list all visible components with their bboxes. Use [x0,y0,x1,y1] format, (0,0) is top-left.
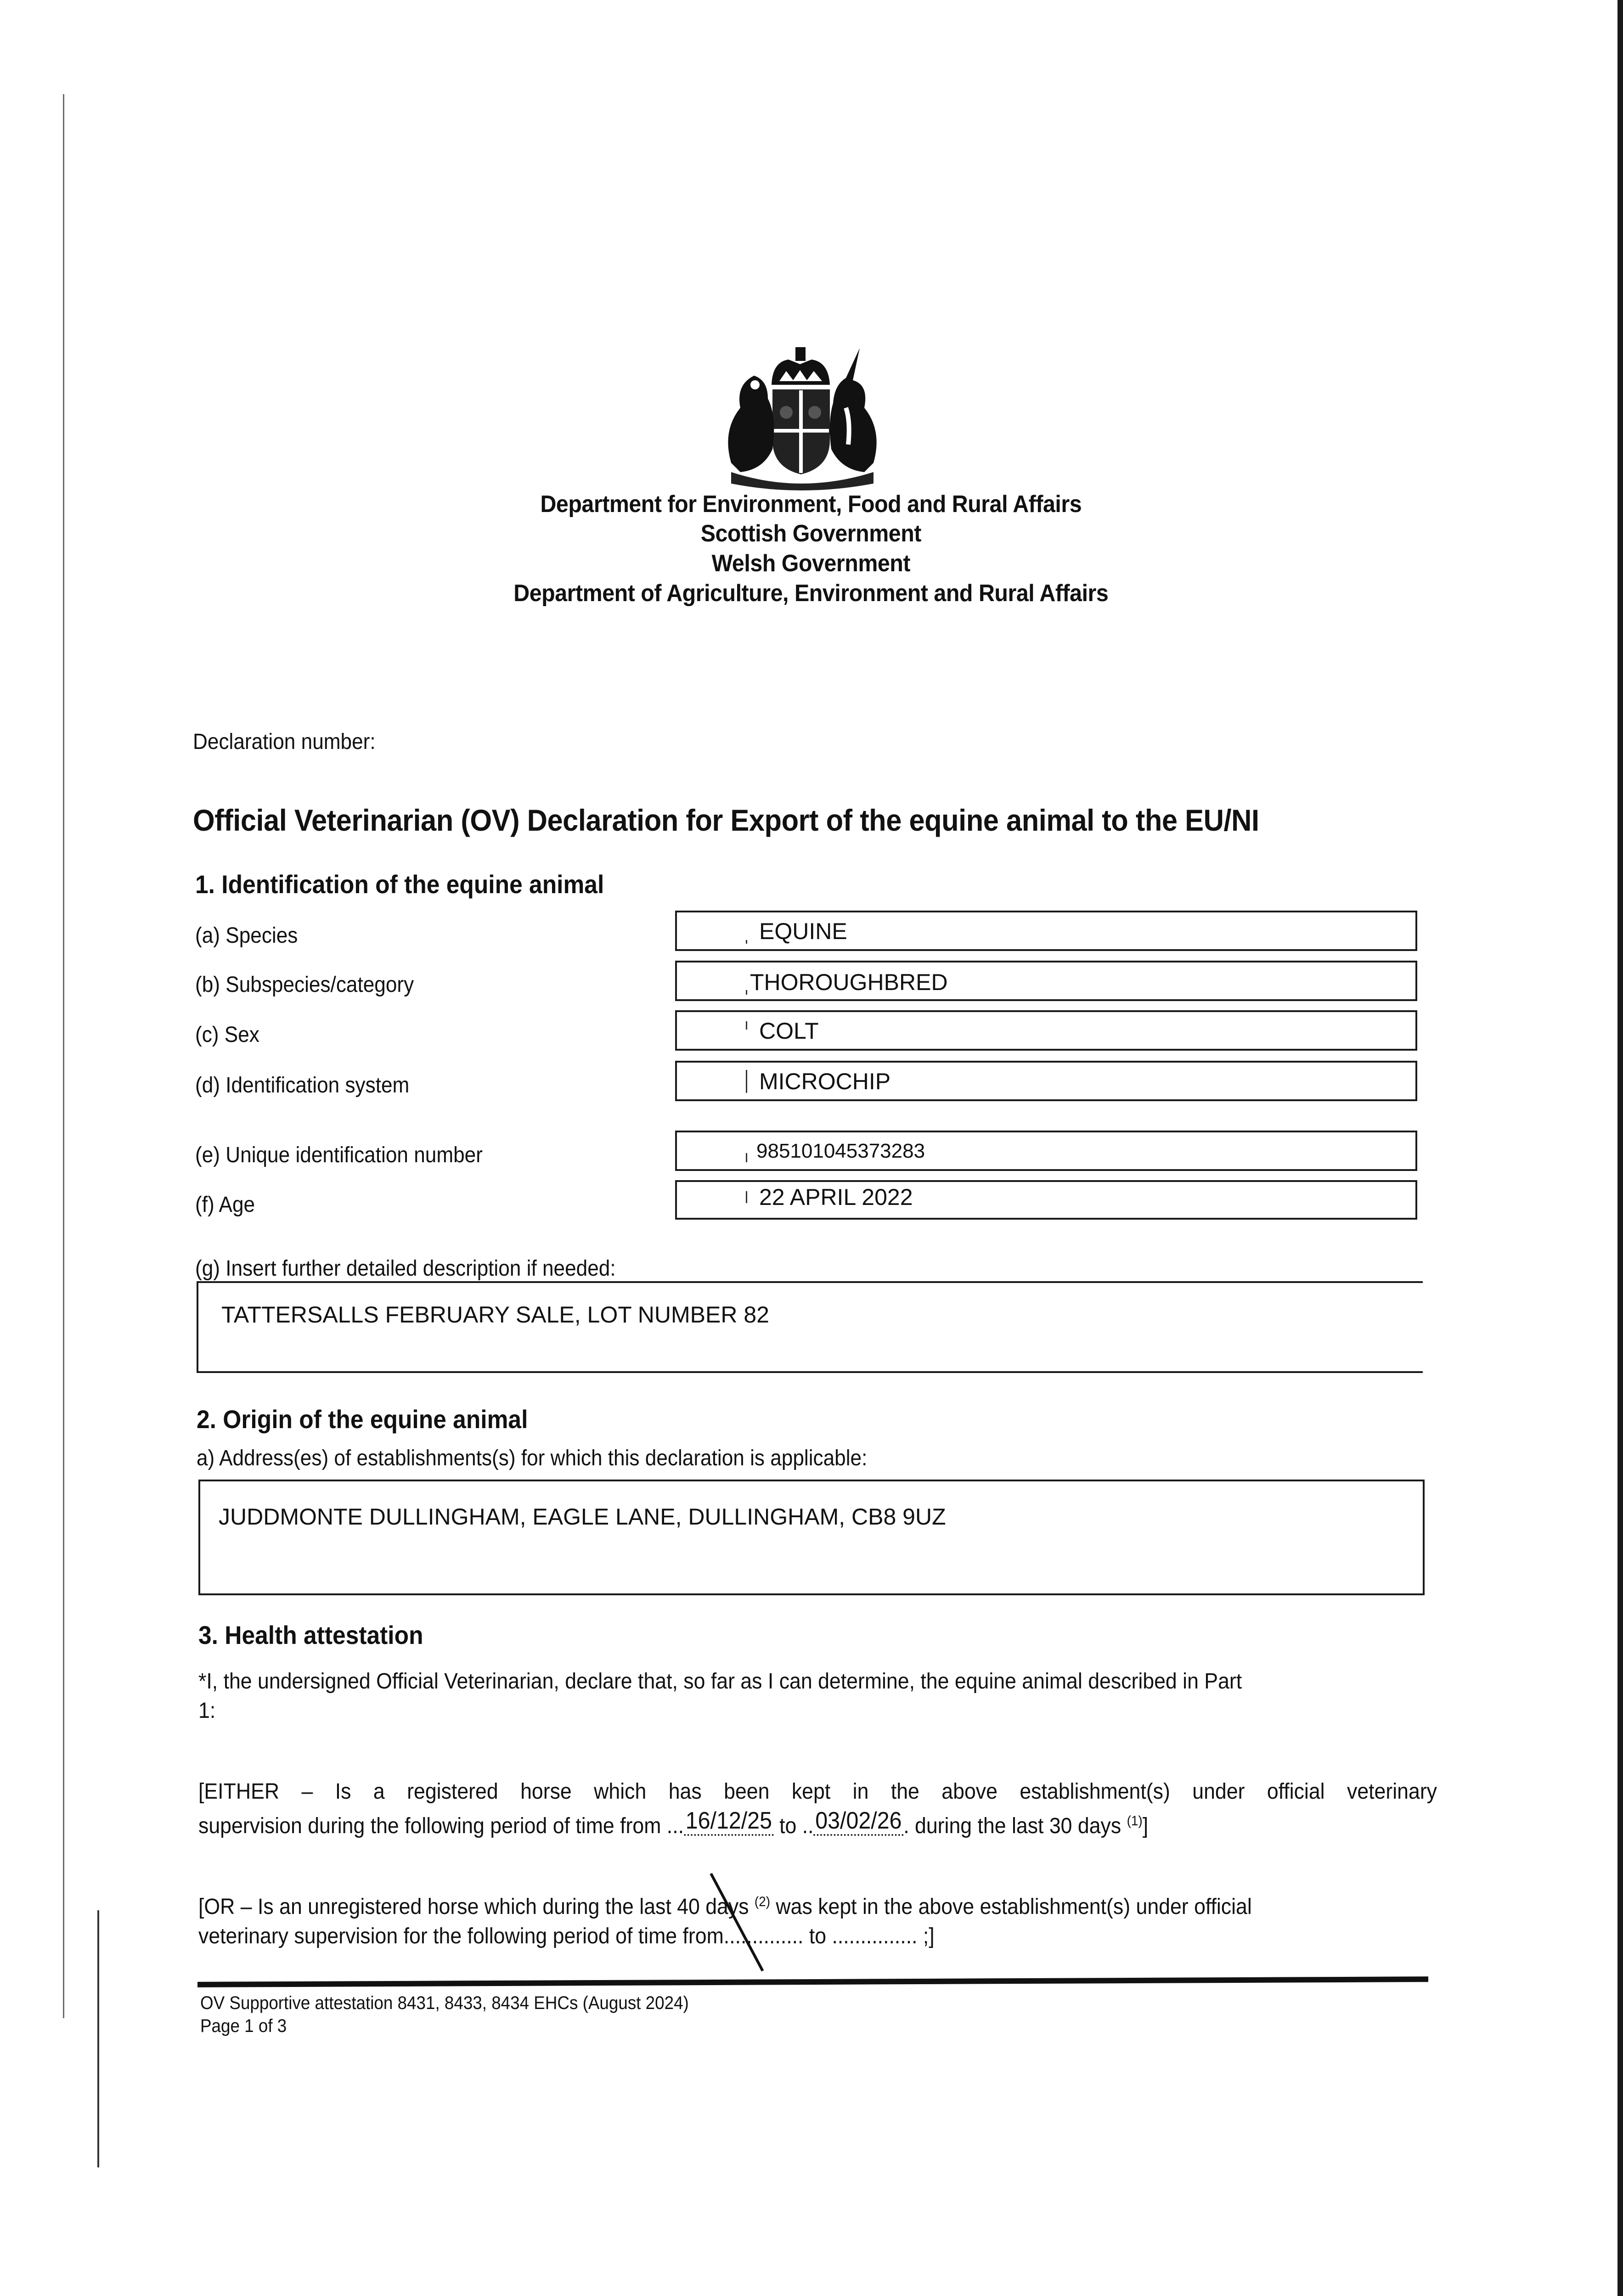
age-value: 22 APRIL 2022 [759,1184,913,1210]
species-value: EQUINE [759,918,847,944]
scan-margin-line [63,94,64,2018]
attestation-intro: *I, the undersigned Official Veterinarian, declare that, so far as I can determine, the equine animal described in Part 1: [198,1669,1242,1723]
subspecies-field[interactable] [675,961,1417,1001]
scan-margin-line [97,1910,99,2167]
declaration-number-label: Declaration number: [193,730,376,754]
either-clause: [EITHER – Is a registered horse which has been kept in the above establishment(s) under official veterinary supervision during the following period of time from ...16/12/25 to ..03/02/26. during the last 30 days $^{(1)}$] [198,1779,1437,1838]
identification-system-label: (d) Identification system [195,1073,410,1097]
age-field[interactable] [675,1180,1417,1220]
header-scottish-gov: Scottish Government [700,520,921,547]
description-value: TATTERSALLS FEBRUARY SALE, LOT NUMBER 82 [221,1302,769,1328]
footer-divider [197,1976,1428,1987]
age-label: (f) Age [195,1193,255,1217]
description-label: (g) Insert further detailed description if needed: [195,1256,616,1281]
address-label: a) Address(es) of establishments(s) for which this declaration is applicable: [197,1446,868,1470]
description-field[interactable] [197,1281,1423,1373]
royal-coat-of-arms-icon [713,339,892,490]
or-clause: [OR – Is an unregistered horse which during the last 40 days $^{(2)}$ was kept in the above establishment(s) under official veterinary supervision for the following period of time from.............. to ............... ;] [198,1894,1252,1948]
unique-id-label: (e) Unique identification number [195,1143,483,1167]
sex-field[interactable] [675,1010,1417,1051]
unique-id-value: 985101045373283 [756,1140,925,1162]
section-2-heading: 2. Origin of the equine animal [197,1405,528,1434]
unique-id-field[interactable] [675,1131,1417,1171]
species-field[interactable] [675,911,1417,951]
sex-value: COLT [759,1018,819,1044]
document-title: Official Veterinarian (OV) Declaration for Export of the equine animal to the EU/NI [193,803,1259,837]
from-date-value[interactable]: 16/12/25 [684,1807,774,1836]
header-dept-daera: Department of Agriculture, Environment and Rural Affairs [513,580,1109,607]
footer-form-reference: OV Supportive attestation 8431, 8433, 8434 EHCs (August 2024) [200,1993,689,2013]
identification-system-field[interactable] [675,1061,1417,1101]
scan-edge-shadow [1617,0,1623,2296]
section-1-heading: 1. Identification of the equine animal [195,870,604,899]
sex-label: (c) Sex [195,1023,259,1047]
species-label: (a) Species [195,923,298,948]
section-3-heading: 3. Health attestation [198,1621,423,1649]
header-welsh-gov: Welsh Government [711,550,911,577]
subspecies-label: (b) Subspecies/category [195,973,414,997]
identification-system-value: MICROCHIP [759,1069,891,1094]
subspecies-value: THOROUGHBRED [750,969,948,995]
footer-page-number: Page 1 of 3 [200,2016,287,2036]
header-dept-defra: Department for Environment, Food and Rural Affairs [540,491,1082,518]
to-date-value[interactable]: 03/02/26 [814,1807,904,1836]
address-field[interactable] [198,1480,1425,1595]
address-value: JUDDMONTE DULLINGHAM, EAGLE LANE, DULLINGHAM, CB8 9UZ [219,1504,946,1530]
